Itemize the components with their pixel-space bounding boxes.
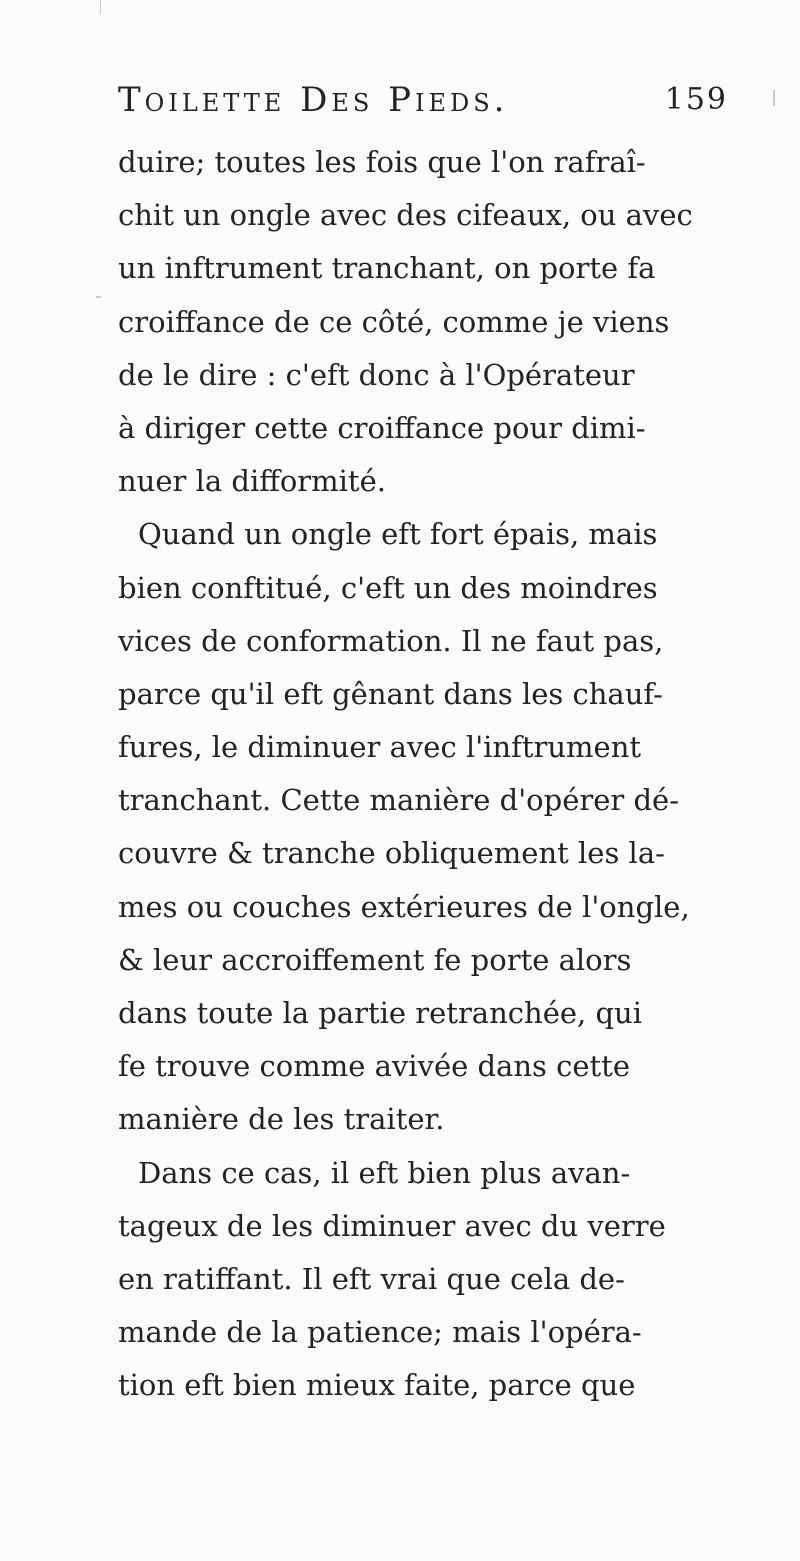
text-line: vices de conformation. Il ne faut pas, <box>118 623 664 658</box>
text-line: un inftrument tranchant, on porte fa <box>118 251 656 286</box>
text-line: chit un ongle avec des cifeaux, ou avec <box>118 198 693 233</box>
text-line: tageux de les diminuer avec du verre <box>118 1208 666 1243</box>
text-line: duire; toutes les fois que l'on rafraî- <box>118 145 646 179</box>
edge-mark-top <box>100 0 101 14</box>
text-line: fe trouve comme avivée dans cette <box>118 1049 630 1084</box>
text-line: mande de la patience; mais l'opéra- <box>118 1315 642 1350</box>
text-line: tranchant. Cette manière d'opérer dé- <box>118 783 679 818</box>
text-line: croiffance de ce côté, comme je viens <box>118 304 670 339</box>
text-line: mes ou couches extérieures de l'ongle, <box>118 889 690 924</box>
text-line: & leur accroiffement fe porte alors <box>118 942 632 977</box>
page-number: 159 <box>664 82 728 117</box>
text-line: parce qu'il eft gênant dans les chauf- <box>118 676 663 711</box>
text-line: couvre & tranche obliquement les la- <box>118 836 665 871</box>
text-line: en ratiffant. Il eft vrai que cela de- <box>118 1261 625 1296</box>
body-text <box>118 136 728 1413</box>
text-line: manière de les traiter. <box>118 1102 445 1137</box>
text-line: tion eft bien mieux faite, parce que <box>118 1368 636 1403</box>
paragraph-start-line: Quand un ongle eft fort épais, mais <box>138 517 658 552</box>
text-line: dans toute la partie retranchée, qui <box>118 996 642 1030</box>
text-line: bien conftitué, c'eft un des moindres <box>118 570 658 605</box>
paragraph-start-line: Dans ce cas, il eft bien plus avan- <box>138 1155 631 1190</box>
text-line: fures, le diminuer avec l'inftrument <box>118 730 642 765</box>
edge-mark-right <box>773 90 775 106</box>
running-header <box>118 72 728 128</box>
text-line: à diriger cette croiffance pour dimi- <box>118 410 646 445</box>
edge-mark-left <box>96 296 101 298</box>
running-title: Toilette Des Pieds. <box>118 80 509 120</box>
text-line: nuer la difformité. <box>118 464 386 499</box>
text-line: de le dire : c'eft donc à l'Opérateur <box>118 357 635 392</box>
